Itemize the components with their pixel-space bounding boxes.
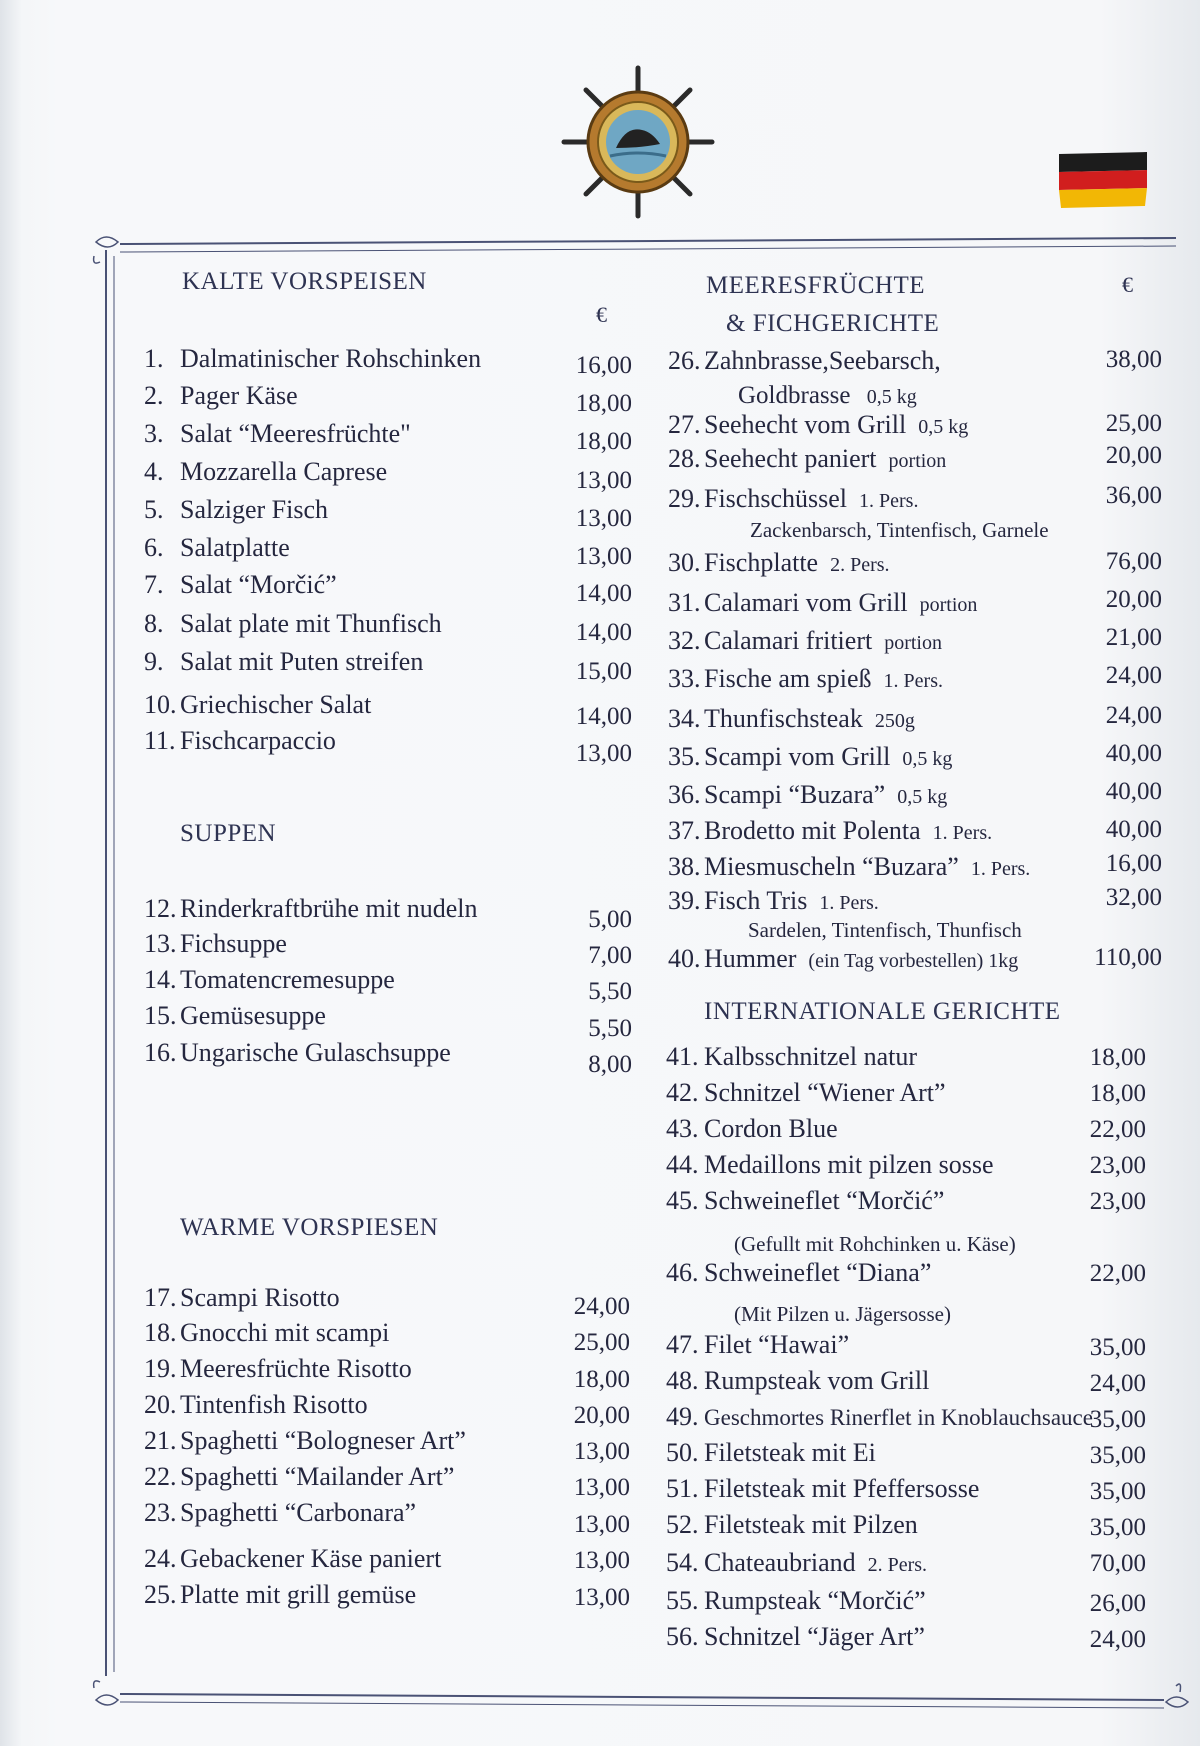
menu-item-number: 32.	[668, 626, 701, 655]
menu-item-27	[668, 410, 968, 446]
menu-item-name: Calamari fritiert	[704, 626, 873, 655]
menu-item-number: 26.	[668, 346, 701, 375]
menu-item-name: Tomatencremesuppe	[180, 965, 395, 994]
menu-item-number: 29.	[668, 484, 701, 513]
menu-item-name: Salat mit Puten streifen	[180, 647, 424, 676]
menu-item-price: 22,00	[1089, 1260, 1146, 1287]
menu-item-34	[668, 704, 915, 740]
menu-item-49	[666, 1402, 1093, 1438]
menu-item-name: Spaghetti “Carbonara”	[180, 1498, 417, 1527]
menu-item-note: portion	[888, 450, 947, 472]
section-title-internationale-gerichte: INTERNATIONALE GERICHTE	[704, 998, 1061, 1025]
menu-item-5	[144, 495, 328, 531]
menu-item-number: 31.	[668, 588, 701, 617]
menu-item-price: 24,00	[573, 1293, 630, 1320]
item-29-subline: Zackenbarsch, Tintenfisch, Garnele	[750, 518, 1049, 542]
item-46-subline: (Mit Pilzen u. Jägersosse)	[734, 1302, 951, 1326]
menu-item-32	[668, 626, 942, 662]
menu-item-number: 8.	[144, 609, 164, 638]
menu-item-note: portion	[919, 594, 978, 616]
menu-item-name: Filetsteak mit Ei	[704, 1438, 876, 1467]
menu-item-note: 1. Pers.	[970, 858, 1031, 880]
menu-item-price: 16,00	[575, 352, 632, 379]
menu-item-number: 24.	[144, 1544, 177, 1573]
menu-item-price: 38,00	[1105, 346, 1162, 373]
menu-item-name: Schweineflet “Morčić”	[704, 1186, 945, 1215]
menu-item-price: 24,00	[1105, 702, 1162, 729]
menu-item-number: 30.	[668, 548, 701, 577]
menu-item-name: Gebackener Käse paniert	[180, 1544, 442, 1573]
menu-item-name: Scampi vom Grill	[704, 742, 891, 771]
menu-item-44	[666, 1150, 994, 1186]
menu-item-price: 13,00	[573, 1584, 630, 1611]
menu-item-name: Fischplatte	[704, 548, 819, 577]
menu-item-9	[144, 647, 423, 683]
menu-item-45	[666, 1186, 944, 1222]
menu-item-number: 43.	[666, 1114, 699, 1143]
menu-item-price: 13,00	[575, 467, 632, 494]
menu-item-note: 0,5 kg	[902, 748, 953, 770]
menu-item-name: Schnitzel “Jäger Art”	[704, 1622, 925, 1651]
menu-item-name: Zahnbrasse,Seebarsch,	[704, 346, 941, 375]
menu-item-4	[144, 457, 387, 493]
menu-item-name: Seehecht vom Grill	[704, 410, 907, 439]
menu-item-number: 34.	[668, 704, 701, 733]
menu-item-number: 14.	[144, 965, 177, 994]
menu-item-name: Platte mit grill gemüse	[180, 1580, 417, 1609]
menu-item-number: 22.	[144, 1462, 177, 1491]
menu-item-name: Schnitzel “Wiener Art”	[704, 1078, 946, 1107]
menu-item-17	[144, 1283, 340, 1319]
menu-item-price: 5,00	[588, 906, 632, 933]
menu-item-price: 24,00	[1089, 1626, 1146, 1653]
menu-item-name: Filet “Hawai”	[704, 1330, 850, 1359]
menu-item-price: 25,00	[573, 1329, 630, 1356]
menu-item-price: 26,00	[1089, 1590, 1146, 1617]
menu-item-price: 5,50	[588, 978, 632, 1005]
menu-item-29	[668, 484, 918, 520]
section-title-warme-vorspiesen: WARME VORSPIESEN	[180, 1214, 439, 1241]
menu-item-name: Fichsuppe	[180, 929, 287, 958]
menu-item-price: 24,00	[1105, 662, 1162, 689]
menu-item-price: 13,00	[575, 740, 632, 767]
menu-item-number: 52.	[666, 1510, 699, 1539]
menu-item-price: 13,00	[575, 543, 632, 570]
german-flag-icon	[1057, 150, 1149, 210]
menu-item-price: 18,00	[573, 1366, 630, 1393]
menu-item-47	[666, 1330, 849, 1366]
menu-item-21	[144, 1426, 466, 1462]
menu-item-number: 17.	[144, 1283, 177, 1312]
menu-item-33	[668, 664, 943, 700]
menu-item-number: 46.	[666, 1258, 699, 1287]
menu-item-18	[144, 1318, 389, 1354]
menu-item-price: 76,00	[1105, 548, 1162, 575]
menu-item-name: Gemüsesuppe	[180, 1001, 326, 1030]
menu-item-name: Ungarische Gulaschsuppe	[180, 1038, 451, 1067]
menu-item-note: portion	[884, 632, 942, 654]
menu-item-number: 36.	[668, 780, 701, 809]
menu-item-name: Dalmatinischer Rohschinken	[180, 344, 482, 373]
menu-item-number: 16.	[144, 1038, 177, 1067]
menu-item-name: Schweineflet “Diana”	[704, 1258, 932, 1287]
menu-item-price: 35,00	[1089, 1334, 1146, 1361]
menu-item-name: Filetsteak mit Pfeffersosse	[704, 1474, 980, 1503]
menu-item-number: 21.	[144, 1426, 177, 1455]
menu-item-11	[144, 726, 336, 762]
menu-item-36	[668, 780, 947, 816]
menu-item-10	[144, 690, 371, 726]
menu-item-note: 2. Pers.	[867, 1554, 928, 1576]
menu-item-price: 8,00	[588, 1051, 632, 1078]
menu-item-price: 40,00	[1105, 816, 1162, 843]
menu-item-price: 22,00	[1089, 1116, 1146, 1143]
menu-item-39	[668, 886, 879, 922]
menu-item-12	[144, 894, 477, 930]
menu-item-15	[144, 1001, 326, 1037]
menu-item-41	[666, 1042, 917, 1078]
section-title-suppen: SUPPEN	[180, 820, 277, 847]
menu-item-name: Scampi “Buzara”	[704, 780, 886, 809]
menu-item-42	[666, 1078, 946, 1114]
menu-item-name: Hummer	[704, 944, 797, 973]
euro-symbol-left: €	[596, 302, 607, 327]
menu-item-number: 42.	[666, 1078, 699, 1107]
menu-item-note: 1. Pers.	[859, 490, 919, 512]
section-title-meeresfruechte: MEERESFRÜCHTE	[706, 272, 926, 299]
menu-item-number: 23.	[144, 1498, 177, 1527]
menu-item-8	[144, 609, 442, 645]
menu-item-number: 44.	[666, 1150, 699, 1179]
menu-item-number: 38.	[668, 852, 701, 881]
menu-item-name: Pager Käse	[180, 381, 298, 410]
menu-item-56	[666, 1622, 925, 1658]
menu-item-number: 28.	[668, 444, 701, 473]
menu-item-name: Filetsteak mit Pilzen	[704, 1510, 918, 1539]
menu-item-name: Salziger Fisch	[180, 495, 329, 524]
menu-item-number: 25.	[144, 1580, 177, 1609]
menu-item-55	[666, 1586, 926, 1622]
item-26-subline-name: Goldbrasse	[738, 382, 851, 409]
menu-item-name: Rumpsteak vom Grill	[704, 1366, 930, 1395]
menu-item-number: 15.	[144, 1001, 177, 1030]
menu-item-price: 20,00	[1105, 586, 1162, 613]
menu-item-number: 19.	[144, 1354, 177, 1383]
menu-item-23	[144, 1498, 416, 1534]
menu-item-price: 18,00	[1089, 1044, 1146, 1071]
menu-item-name: Rumpsteak “Morčić”	[704, 1586, 926, 1615]
section-title-fichgerichte: & FICHGERICHTE	[726, 310, 940, 337]
menu-item-name: Griechischer Salat	[180, 690, 372, 719]
menu-item-note: 2. Pers.	[830, 554, 890, 576]
menu-item-name: Seehecht paniert	[704, 444, 877, 473]
menu-item-price: 20,00	[1105, 442, 1162, 469]
menu-item-1	[144, 344, 481, 380]
menu-item-name: Fische am spieß	[704, 664, 872, 693]
menu-item-number: 35.	[668, 742, 701, 771]
menu-item-2	[144, 381, 298, 417]
menu-item-number: 13.	[144, 929, 177, 958]
menu-item-number: 1.	[144, 344, 164, 373]
item-39-subline: Sardelen, Tintenfisch, Thunfisch	[748, 918, 1022, 942]
menu-item-price: 35,00	[1089, 1442, 1146, 1469]
menu-item-number: 12.	[144, 894, 177, 923]
menu-item-price: 40,00	[1105, 740, 1162, 767]
euro-symbol-right: €	[1122, 272, 1133, 297]
menu-item-number: 10.	[144, 690, 177, 719]
item-45-subline: (Gefullt mit Rohchinken u. Käse)	[734, 1232, 1016, 1256]
ship-wheel-logo-icon	[560, 64, 716, 220]
menu-item-number: 49.	[666, 1402, 699, 1431]
menu-item-price: 14,00	[575, 580, 632, 607]
menu-item-note: 1. Pers.	[883, 670, 943, 692]
menu-item-28	[668, 444, 946, 480]
menu-item-name: Meeresfrüchte Risotto	[180, 1354, 412, 1383]
menu-item-price: 7,00	[588, 942, 632, 969]
menu-item-price: 35,00	[1089, 1478, 1146, 1505]
menu-item-6	[144, 533, 290, 569]
menu-item-54	[666, 1548, 927, 1584]
menu-item-19	[144, 1354, 412, 1390]
menu-item-price: 18,00	[575, 428, 632, 455]
menu-item-price: 23,00	[1089, 1152, 1146, 1179]
menu-item-52	[666, 1510, 918, 1546]
menu-item-price: 23,00	[1089, 1188, 1146, 1215]
menu-item-16	[144, 1038, 451, 1074]
menu-item-note: 1. Pers.	[932, 822, 993, 844]
menu-item-name: Fisch Tris	[704, 886, 808, 915]
menu-item-price: 36,00	[1105, 482, 1162, 509]
menu-item-number: 45.	[666, 1186, 699, 1215]
menu-item-name: Gnocchi mit scampi	[180, 1318, 390, 1347]
menu-item-note: 1. Pers.	[819, 892, 879, 914]
menu-item-number: 33.	[668, 664, 701, 693]
menu-item-14	[144, 965, 395, 1001]
menu-item-name: Fischschüssel	[704, 484, 847, 513]
menu-item-number: 20.	[144, 1390, 177, 1419]
menu-item-name: Brodetto mit Polenta	[704, 816, 921, 845]
menu-item-38	[668, 852, 1030, 888]
menu-item-price: 20,00	[573, 1402, 630, 1429]
menu-item-40	[668, 944, 1018, 980]
menu-item-name: Medaillons mit pilzen sosse	[704, 1150, 994, 1179]
menu-item-note: 0,5 kg	[918, 416, 969, 438]
menu-item-name: Salat plate mit Thunfisch	[180, 609, 442, 638]
menu-item-37	[668, 816, 992, 852]
menu-item-3	[144, 419, 411, 455]
menu-item-number: 11.	[144, 726, 176, 755]
menu-item-price: 70,00	[1089, 1550, 1146, 1577]
menu-item-50	[666, 1438, 876, 1474]
menu-item-7	[144, 570, 337, 606]
menu-item-price: 13,00	[573, 1547, 630, 1574]
menu-item-name: Thunfischsteak	[704, 704, 863, 733]
menu-item-price: 13,00	[575, 505, 632, 532]
section-title-kalte-vorspeisen: KALTE VORSPEISEN	[182, 268, 427, 295]
menu-item-25	[144, 1580, 416, 1616]
menu-item-name: Fischcarpaccio	[180, 726, 336, 755]
menu-item-name: Calamari vom Grill	[704, 588, 908, 617]
menu-item-number: 5.	[144, 495, 164, 524]
menu-item-51	[666, 1474, 979, 1510]
menu-item-price: 14,00	[575, 703, 632, 730]
menu-item-number: 39.	[668, 886, 701, 915]
menu-item-price: 13,00	[573, 1511, 630, 1538]
menu-item-30	[668, 548, 890, 584]
menu-item-note: 0,5 kg	[897, 786, 948, 808]
menu-item-name: Scampi Risotto	[180, 1283, 340, 1312]
menu-item-price: 21,00	[1105, 624, 1162, 651]
menu-item-number: 3.	[144, 419, 164, 448]
menu-item-name: Geschmortes Rinerflet in Knoblauchsauce	[704, 1405, 1093, 1430]
menu-item-number: 7.	[144, 570, 164, 599]
menu-item-31	[668, 588, 977, 624]
menu-item-note: 250g	[874, 710, 915, 732]
menu-item-price: 14,00	[575, 619, 632, 646]
item-26-subline-note: 0,5 kg	[866, 386, 917, 408]
menu-item-price: 16,00	[1105, 850, 1162, 877]
menu-item-price: 18,00	[575, 390, 632, 417]
menu-item-number: 4.	[144, 457, 164, 486]
menu-item-35	[668, 742, 952, 778]
menu-item-48	[666, 1366, 929, 1402]
menu-item-name: Tintenfish Risotto	[180, 1390, 368, 1419]
menu-item-name: Cordon Blue	[704, 1114, 838, 1143]
menu-item-number: 56.	[666, 1622, 699, 1651]
menu-item-46	[666, 1258, 931, 1294]
menu-item-name: Salatplatte	[180, 533, 290, 562]
menu-item-name: Spaghetti “Bologneser Art”	[180, 1426, 466, 1455]
menu-item-26	[668, 346, 941, 382]
menu-item-price: 35,00	[1089, 1514, 1146, 1541]
menu-item-number: 2.	[144, 381, 164, 410]
menu-item-name: Chateaubriand	[704, 1548, 856, 1577]
menu-item-number: 9.	[144, 647, 164, 676]
menu-item-name: Salat “Morčić”	[180, 570, 337, 599]
menu-item-number: 47.	[666, 1330, 699, 1359]
menu-item-number: 54.	[666, 1548, 699, 1577]
menu-item-price: 35,00	[1089, 1406, 1146, 1433]
menu-item-name: Kalbsschnitzel natur	[704, 1042, 917, 1071]
menu-item-name: Spaghetti “Mailander Art”	[180, 1462, 455, 1491]
menu-item-price: 40,00	[1105, 778, 1162, 805]
menu-item-price: 24,00	[1089, 1370, 1146, 1397]
menu-item-price: 32,00	[1105, 884, 1162, 911]
menu-item-price: 25,00	[1105, 410, 1162, 437]
menu-item-price: 13,00	[573, 1438, 630, 1465]
menu-item-20	[144, 1390, 368, 1426]
menu-item-number: 50.	[666, 1438, 699, 1467]
menu-item-name: Salat “Meeresfrüchte"	[180, 419, 411, 448]
menu-item-note: (ein Tag vorbestellen) 1kg	[808, 950, 1019, 972]
menu-item-number: 51.	[666, 1474, 699, 1503]
menu-item-price: 5,50	[588, 1015, 632, 1042]
menu-item-number: 55.	[666, 1586, 699, 1615]
menu-item-22	[144, 1462, 454, 1498]
menu-item-price: 110,00	[1094, 944, 1162, 971]
item-26-subline	[738, 382, 917, 410]
menu-item-number: 48.	[666, 1366, 699, 1395]
menu-item-price: 13,00	[573, 1474, 630, 1501]
menu-item-24	[144, 1544, 441, 1580]
menu-item-43	[666, 1114, 838, 1150]
menu-item-name: Rinderkraftbrühe mit nudeln	[180, 894, 478, 923]
menu-item-price: 18,00	[1089, 1080, 1146, 1107]
menu-item-name: Miesmuscheln “Buzara”	[704, 852, 959, 881]
menu-item-price: 15,00	[575, 658, 632, 685]
menu-item-number: 27.	[668, 410, 701, 439]
menu-item-number: 37.	[668, 816, 701, 845]
menu-item-number: 18.	[144, 1318, 177, 1347]
menu-item-13	[144, 929, 287, 965]
menu-item-number: 41.	[666, 1042, 699, 1071]
menu-item-number: 40.	[668, 944, 701, 973]
menu-item-name: Mozzarella Caprese	[180, 457, 388, 486]
menu-item-number: 6.	[144, 533, 164, 562]
